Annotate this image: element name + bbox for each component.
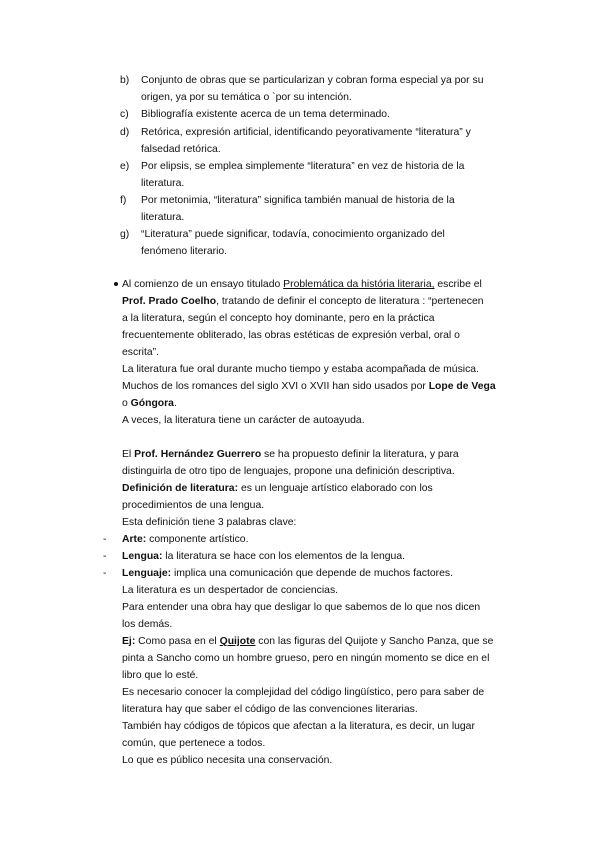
guerrero-paragraph (0, 446, 600, 536)
list-item-line: Conjunto de obras que se particularizan y cobran forma especial ya por su (141, 75, 484, 86)
text-line: Esta definición tiene 3 palabras clave: (122, 517, 297, 528)
list-item-line: Bibliografía existente acerca de un tema determinado. (141, 109, 390, 120)
text-line: Lenguaje: implica una comunicación que depende de muchos factores. (122, 568, 453, 579)
text-line: La literatura es un despertador de conciencias. (122, 585, 339, 596)
text-line: literatura hay que saber el código de las convenciones literarias. (122, 704, 418, 715)
list-item-line: literatura. (141, 212, 185, 223)
text-line: Definición de literatura: es un lenguaje artístico elaborado con los (122, 483, 433, 494)
text-line: frecuentemente obliterado, las obras estéticas de expresión verbal, oral o (122, 330, 460, 341)
keyword-term: Lenguaje: (122, 568, 172, 579)
bullet-icon (114, 282, 118, 286)
text-line: Es necesario conocer la complejidad del código lingüístico, pero para saber de (122, 687, 485, 698)
list-item-label: f) (120, 195, 127, 206)
list-item-line: Por metonimia, “literatura” significa también manual de historia de la (141, 195, 455, 206)
text-line: La literatura fue oral durante mucho tiempo y estaba acompañada de música. (122, 364, 479, 375)
dash-marker: - (103, 551, 107, 562)
list-item-label: c) (120, 109, 129, 120)
keyword-term: Arte: (122, 534, 147, 545)
book-title: Quijote (219, 636, 256, 647)
list-item-line: Por elipsis, se emplea simplemente “literatura” en vez de historia de la (141, 161, 465, 172)
list-item-line: fenómeno literario. (141, 246, 228, 257)
list-item-label: b) (120, 75, 130, 86)
author-name: Góngora (130, 398, 174, 409)
text-line: También hay códigos de tópicos que afectan a la literatura, es decir, un lugar (122, 721, 475, 732)
text-line: Ej: Como pasa en el Quijote con las figuras del Quijote y Sancho Panza, que se (122, 636, 494, 647)
author-name: Lope de Vega (428, 381, 496, 392)
text-line: Muchos de los romances del siglo XVI o XVII han sido usados por Lope de Vega (122, 381, 496, 392)
text-line: pinta a Sancho como un hombre grueso, pero en ningún momento se dice en el (122, 653, 490, 664)
text-line: Prof. Prado Coelho, tratando de definir el concepto de literatura : “pertenecen (122, 296, 484, 307)
text-line: A veces, la literatura tiene un carácter de autoayuda. (122, 415, 365, 426)
list-item-label: e) (120, 161, 130, 172)
text-line: escrita”. (122, 347, 159, 358)
text-line: a la literatura, según el concepto hoy dominante, pero en la práctica (122, 313, 435, 324)
text-line: procedimientos de una lengua. (122, 500, 265, 511)
dash-marker: - (103, 534, 107, 545)
list-item-line: “Literatura” puede significar, todavía, conocimiento organizado del (141, 229, 445, 240)
text-line: El Prof. Hernández Guerrero se ha propuesto definir la literatura, y para (122, 449, 459, 460)
dash-marker: - (103, 568, 107, 579)
list-item-line: Retórica, expresión artificial, identificando peyorativamente “literatura” y (141, 127, 471, 138)
list-item-label: d) (120, 127, 130, 138)
text-line: Arte: componente artístico. (122, 534, 249, 545)
text-line: libro que lo esté. (122, 670, 199, 681)
text-line: distinguirla de otro tipo de lenguajes, propone una definición descriptiva. (122, 466, 455, 477)
author-name: Prof. Prado Coelho (122, 296, 217, 307)
closing-paragraph (0, 582, 600, 772)
text-line: los demás. (122, 619, 173, 630)
list-item-line: falsedad retórica. (141, 144, 221, 155)
text-line: Lengua: la literatura se hace con los elementos de la lengua. (122, 551, 406, 562)
definition-label: Definición de literatura: (122, 483, 239, 494)
text-line: Lo que es público necesita una conservación. (122, 755, 333, 766)
text-line: Al comienzo de un ensayo titulado Problemática da história literaria, escribe el (122, 279, 482, 290)
list-item-label: g) (120, 229, 130, 240)
example-label: Ej: (122, 636, 136, 647)
coelho-paragraph (0, 276, 600, 436)
essay-title: Problemática da história literaria, (283, 279, 435, 290)
text-line: común, que pertenece a todos. (122, 738, 266, 749)
list-item-line: origen, ya por su temática o `por su intención. (141, 92, 352, 103)
author-name: Prof. Hernández Guerrero (134, 449, 262, 460)
list-item-line: literatura. (141, 178, 185, 189)
text-line: Para entender una obra hay que desligar lo que sabemos de lo que nos dicen (122, 602, 481, 613)
keyword-term: Lengua: (122, 551, 163, 562)
text-line: o Góngora. (122, 398, 177, 409)
